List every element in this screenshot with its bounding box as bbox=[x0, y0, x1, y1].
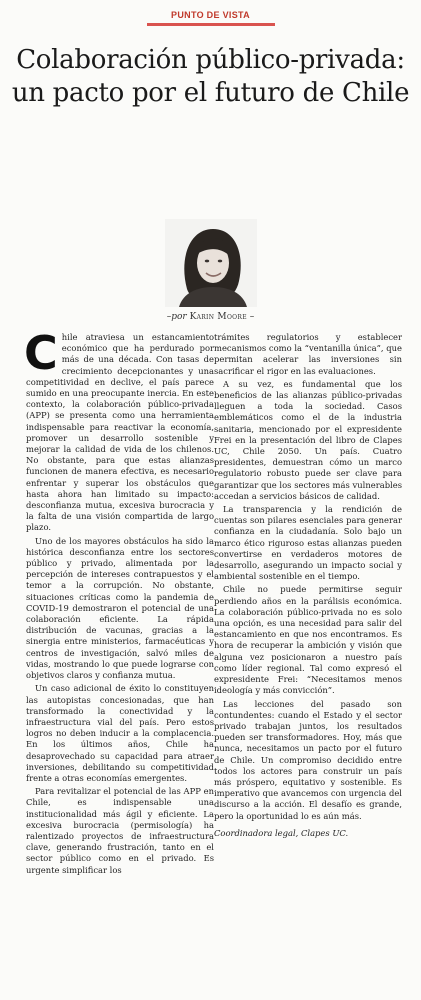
headline: Colaboración público-privada: un pacto por el futuro de Chile bbox=[11, 45, 410, 108]
author-portrait-icon bbox=[165, 219, 257, 307]
section-tag-label: PUNTO DE VISTA bbox=[171, 10, 250, 20]
article-paragraph: Las lecciones del pasado son contundentes: cuando el Estado y el sector privado trabajan juntos, los resultados pueden ser transformadores. Hoy, más que nunca, necesitamos un pacto por el futuro de Chile. Un compromiso decidido entre todos los actores para construir un país más próspero, equitativo y sostenible. Es imperativo que avancemos con urgencia del discurso a la acción. El desafío es grande, pero la oportunidad lo es aún más. bbox=[214, 698, 402, 821]
section-tag-bar bbox=[147, 23, 275, 26]
article-paragraph: Uno de los mayores obstáculos ha sido la histórica desconfianza entre los sectores público y privado, alimentada por la percepción de intereses contrapuestos y el temor a la corrupción. No obstante, situaciones críticas como la pandemia de COVID-19 demostraron el potencial de una colaboración eficiente. La rápida distribución de vacunas, gracias a la sinergia entre ministerios, farmacéuticas y centros de investigación, salvó miles de vidas, mostrando lo que puede lograrse con objetivos claros y confianza mutua. bbox=[26, 535, 214, 681]
section-tag bbox=[0, 10, 421, 26]
article-paragraph: Un caso adicional de éxito lo constituyen las autopistas concesionadas, que han transformado la conectividad y la infraestructura vial del país. Pero estos logros no deben inducir a la complacencia. En los últimos años, Chile ha desaprovechado su capacidad para atraer inversiones, debilitando su competitividad frente a otras economías emergentes. bbox=[26, 683, 214, 783]
article-paragraph: La transparencia y la rendición de cuentas son pilares esenciales para generar confianza en la ciudadanía. Solo bajo un marco ético riguroso estas alianzas pueden convertirse en verdaderos motores de desarrollo, asegurando un impacto social y ambiental sostenible en el tiempo. bbox=[214, 504, 402, 582]
article-paragraph: Chile no puede permitirse seguir perdiendo años en la parálisis económica. La colaboración público-privada no es solo una opción, es una necesidad para salir del estancamiento en que nos encontramos. Es hora de recuperar la ambición y visión que alguna vez posicionaron a nuestro país como líder regional. Tal como expresó el expresidente Frei: “Necesitamos menos ideología y más convicción”. bbox=[214, 584, 402, 696]
article-paragraph: A su vez, es fundamental que los beneficios de las alianzas público-privadas lleguen a toda la sociedad. Casos emblemáticos como el de la industria sanitaria, mencionado por el expresidente Frei en la presentación del libro de Clapes UC, Chile 2050. Un país. Cuatro presidentes, demuestran cómo un marco regulatorio robusto puede ser clave para garantizar que los sectores más vulnerables accedan a servicios básicos de calidad. bbox=[214, 378, 402, 501]
byline bbox=[0, 312, 421, 322]
article-paragraph: Para revitalizar el potencial de las APP en Chile, es indispensable una institucionalidad más ágil y eficiente. La excesiva burocracia (permisología) ha ralentizado proyectos de infraestructura clave, generando frustración, tanto en el sector público como en el privado. Es urgente simplificar los bbox=[26, 786, 214, 875]
article-column-left bbox=[24, 326, 214, 878]
author-signature: Coordinadora legal, Clapes UC. bbox=[214, 827, 349, 838]
author-name: Karin Moore bbox=[189, 312, 247, 322]
dropcap: C bbox=[24, 326, 58, 380]
byline-prefix: –por bbox=[166, 312, 187, 322]
byline-suffix: – bbox=[249, 312, 255, 322]
article-column-right bbox=[214, 332, 402, 841]
article-paragraph: trámites regulatorios y establecer mecanismos como la “ventanilla única”, que permitan acelerar las inversiones sin sacrificar el rigor en las evaluaciones. bbox=[214, 332, 402, 376]
article-paragraph: Chile atraviesa un estancamiento económico que ha perdurado por más de una década. Con tasas de crecimiento decepcionantes y una competitividad en declive, el país parece sumido en una preocupante inercia. En este contexto, la colaboración público-privada (APP) se presenta como una herramienta indispensable para reactivar la economía, promover un desarrollo sostenible y mejorar la calidad de vida de los chilenos. No obstante, para que estas alianzas funcionen de manera efectiva, es necesario enfrentar y superar los obstáculos que hasta ahora han limitado su impacto: desconfianza mutua, excesiva burocracia y la falta de una visión compartida de largo plazo. bbox=[24, 326, 214, 533]
